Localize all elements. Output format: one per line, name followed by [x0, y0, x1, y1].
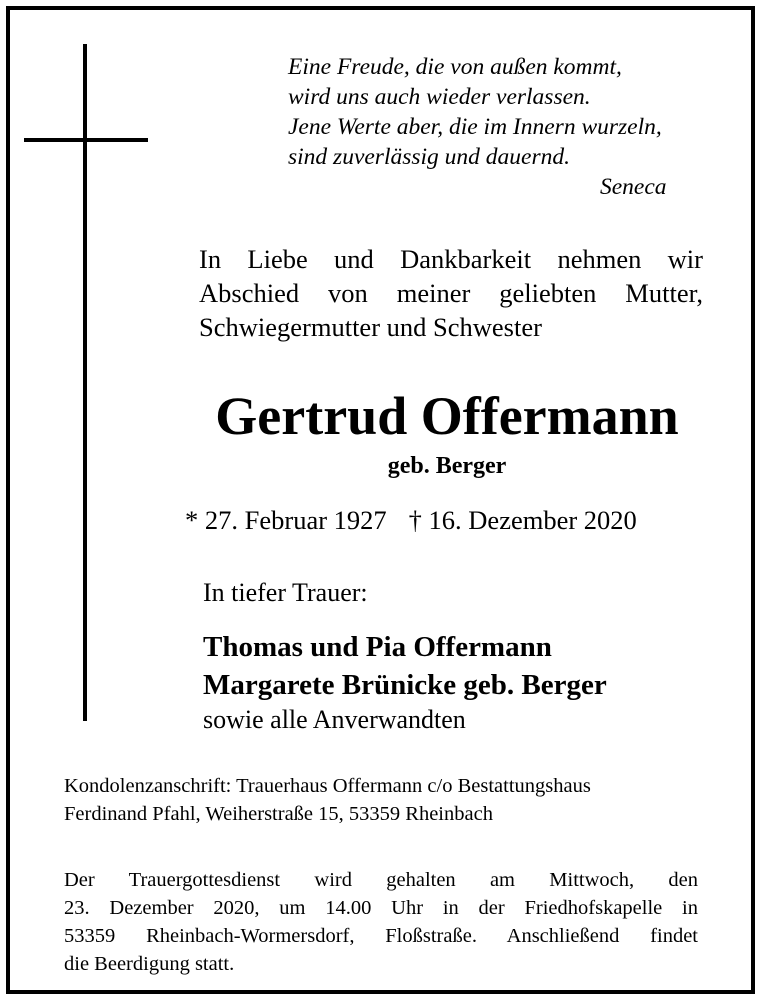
maiden-name: geb. Berger [387, 453, 507, 479]
family-member: Margarete Brünicke geb. Berger [203, 669, 607, 701]
service-line: 23. Dezember 2020, um 14.00 Uhr in der Friedhofskapelle in [64, 897, 698, 919]
family-member: Thomas und Pia Offermann [203, 631, 552, 663]
service-info [64, 866, 698, 978]
quote-line: Eine Freude, die von außen kommt, [288, 54, 622, 80]
intro-line: Schwiegermutter und Schwester [199, 312, 542, 342]
service-line: 53359 Rheinbach-Wormersdorf, Floßstraße. Anschließend findet [64, 925, 698, 947]
quote-line: sind zuverlässig und dauernd. [288, 144, 570, 170]
deceased-name: Gertrud Offermann [215, 386, 679, 446]
cross-icon-bar [24, 138, 148, 142]
service-line: Der Trauergottesdienst wird gehalten am Mittwoch, den [64, 869, 698, 891]
condolence-address [64, 772, 704, 828]
quote-line: wird uns auch wieder verlassen. [288, 84, 591, 110]
cross-icon [83, 44, 87, 721]
mourners-family [203, 628, 607, 704]
quote-line: Jene Werte aber, die im Innern wurzeln, [288, 114, 662, 140]
intro-text [199, 242, 703, 344]
quote [288, 52, 718, 172]
condolence-line: Kondolenzanschrift: Trauerhaus Offermann c/o Bestattungshaus [64, 775, 591, 797]
death-date: † 16. Dezember 2020 [408, 505, 637, 535]
quote-author: Seneca [600, 174, 667, 200]
mourners-relatives: sowie alle Anverwandten [203, 705, 466, 734]
intro-line: Abschied von meiner geliebten Mutter, [199, 278, 703, 308]
intro-line: In Liebe und Dankbarkeit nehmen wir [199, 244, 703, 274]
mourners-heading: In tiefer Trauer: [203, 578, 368, 607]
life-dates [185, 503, 637, 537]
service-line: die Beerdigung statt. [64, 953, 235, 975]
condolence-line: Ferdinand Pfahl, Weiherstraße 15, 53359 Rheinbach [64, 803, 493, 825]
birth-date: * 27. Februar 1927 [185, 505, 387, 535]
